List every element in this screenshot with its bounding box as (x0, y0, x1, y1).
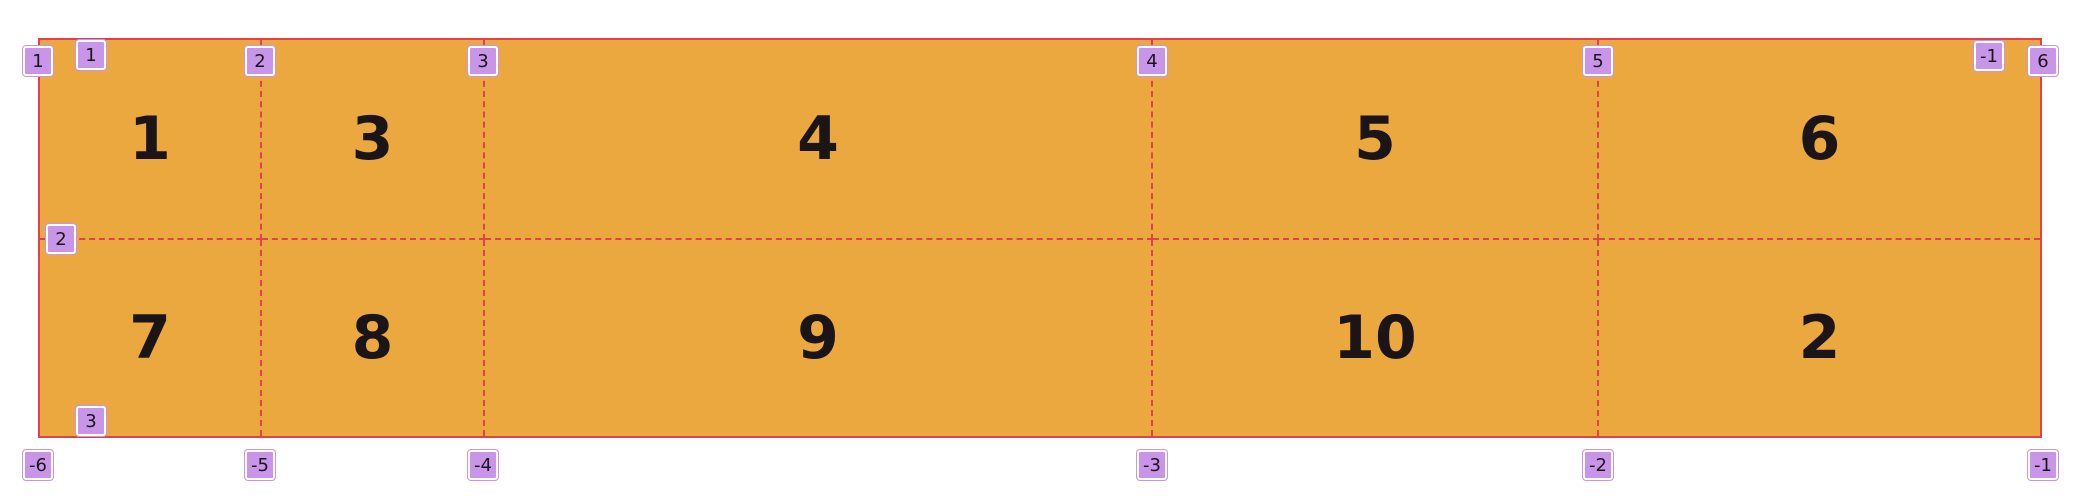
row-line-label: 3 (76, 406, 106, 436)
column-line-label-top: 1 (23, 46, 53, 76)
column-line-label-top: 2 (245, 46, 275, 76)
column-line-label-top: 6 (2028, 46, 2058, 76)
row-line-label: 2 (46, 224, 76, 254)
grid-item-9: 9 (485, 240, 1153, 436)
column-line-label-top: 4 (1137, 46, 1167, 76)
column-line-label-bottom: -4 (468, 450, 498, 480)
column-line-label-top-negative: -1 (1974, 41, 2004, 71)
grid-item-3: 3 (262, 40, 485, 240)
column-line-label-bottom: -1 (2028, 450, 2058, 480)
column-line-label-top: 5 (1583, 46, 1613, 76)
grid-item-4: 4 (485, 40, 1153, 240)
column-line-label-bottom: -6 (23, 450, 53, 480)
css-grid-container (38, 38, 2042, 438)
grid-item-1: 1 (40, 40, 262, 240)
column-line-label-bottom: -5 (245, 450, 275, 480)
column-line-label-bottom: -2 (1583, 450, 1613, 480)
grid-item-7: 7 (40, 240, 262, 436)
column-line-label-bottom: -3 (1137, 450, 1167, 480)
grid-item-10: 10 (1153, 240, 1599, 436)
row-line-label: 1 (76, 40, 106, 70)
grid-item-8: 8 (262, 240, 485, 436)
column-line-label-top: 3 (468, 46, 498, 76)
grid-item-6: 6 (1599, 40, 2040, 240)
grid-item-5: 5 (1153, 40, 1599, 240)
grid-item-2: 2 (1798, 303, 1841, 373)
